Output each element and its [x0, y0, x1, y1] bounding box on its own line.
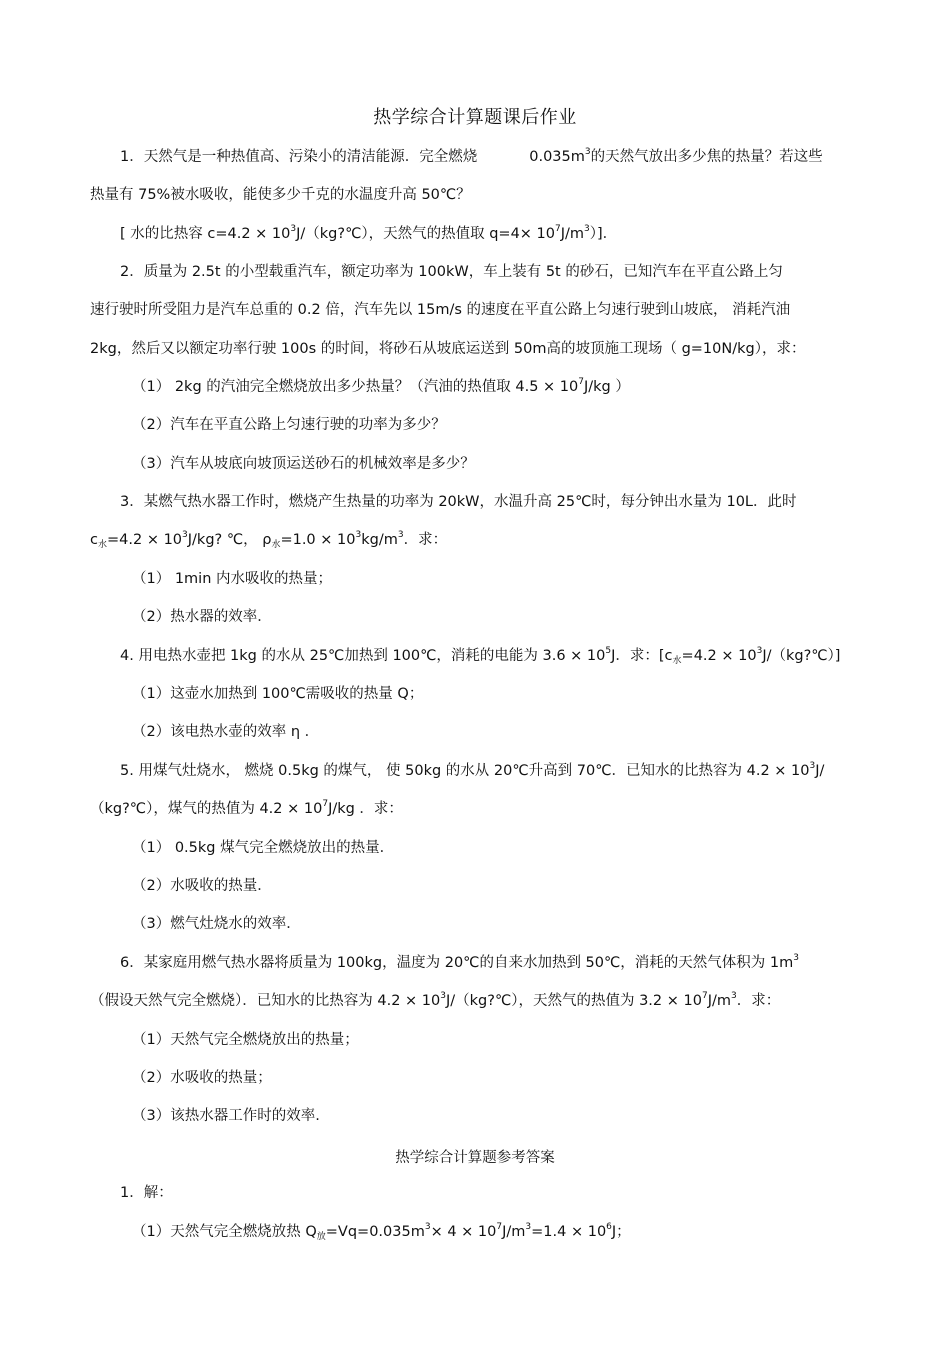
- q5-line-1: 5. 用煤气灶烧水， 燃烧 0.5kg 的煤气， 使 50kg 的水从 20℃升高到 70℃．已知水的比热容为 $4.2 \times 10^3J/$: [120, 761, 825, 779]
- q6-sub-3: （3）该热水器工作时的效率.: [132, 1108, 320, 1124]
- q1-line-2: 热量有 75%被水吸收，能使多少千克的水温度升高 50℃？: [90, 187, 471, 203]
- q5-sub-3: （3）燃气灶烧水的效率．: [132, 916, 301, 932]
- q4-sub-1: （1）这壶水加热到 100℃需吸收的热量 Q；: [132, 686, 424, 702]
- q6-line-2: （假设天然气完全燃烧）．已知水的比热容为 $4.2 \times 10^3J/(kg?℃)$，天然气的热值为 $3.2 \times 10^7J/m^3$．求：: [90, 991, 781, 1009]
- q3-line-2: $c_水=4.2 \times 10^3J/kg$? ℃， $\rho_水=1.0 \times 10^3kg/m^3$．求：: [90, 530, 448, 550]
- q3-sub-1: （1） 1min 内水吸收的热量；: [132, 571, 333, 587]
- q5-sub-2: （2）水吸收的热量．: [132, 878, 272, 894]
- answers-title: 热学综合计算题参考答案: [395, 1150, 555, 1166]
- q6-sub-1: （1）天然气完全燃烧放出的热量；: [132, 1032, 359, 1048]
- q1-line-1: 1．天然气是一种热值高、污染小的清洁能源．完全燃烧 $0.035m^3$的天然气放出多少焦的热量？若这些: [120, 147, 823, 165]
- q6-line-1: 6．某家庭用燃气热水器将质量为 100kg，温度为 20℃的自来水加热到 50℃，消耗的天然气体积为 $1m^3$: [120, 953, 799, 971]
- q2-line-2: 速行驶时所受阻力是汽车总重的 0.2 倍，汽车先以 15m/s 的速度在平直公路上匀速行驶到山坡底， 消耗汽油: [90, 302, 791, 318]
- q6-sub-2: （2）水吸收的热量；: [132, 1070, 272, 1086]
- q3-line-1: 3．某燃气热水器工作时，燃烧产生热量的功率为 20kW，水温升高 25℃时，每分钟出水量为 10L．此时: [120, 494, 797, 510]
- q4-sub-2: （2）该电热水壶的效率 η ．: [132, 724, 320, 740]
- q2-line-3: 2kg，然后又以额定功率行驶 100s 的时间，将砂石从坡底运送到 50m高的坡顶施工现场（ g=10N/kg），求：: [90, 341, 806, 357]
- q5-line-2: （kg?℃），煤气的热值为 $4.2 \times 10^7J/kg$ ．求：: [90, 799, 403, 817]
- q2-line-1: 2．质量为 2.5t 的小型载重汽车，额定功率为 100kW，车上装有 5t 的砂石，已知汽车在平直公路上匀: [120, 264, 783, 280]
- q3-sub-2: （2）热水器的效率．: [132, 609, 272, 625]
- answer-1-heading: 1．解：: [120, 1185, 173, 1201]
- q5-sub-1: （1） 0.5kg 煤气完全燃烧放出的热量．: [132, 840, 395, 856]
- answer-1-step-1: （1）天然气完全燃烧放热 $Q_放=Vq=0.035m^3\times 4 \times 10^7J/m^3=1.4 \times 10^6J$；: [132, 1222, 631, 1242]
- q2-sub-3: （3）汽车从坡底向坡顶运送砂石的机械效率是多少？: [132, 456, 475, 472]
- q2-sub-1: （1） 2kg 的汽油完全燃烧放出多少热量？（汽油的热值取 $4.5 \times 10^7J/kg$ ）: [132, 377, 630, 395]
- q2-sub-2: （2）汽车在平直公路上匀速行驶的功率为多少？: [132, 417, 446, 433]
- q1-line-3: [ 水的比热容 $c=4.2 \times 10^3J/(kg?℃)$，天然气的热值取 $q=4\times 10^7J/m^3$）]．: [120, 224, 618, 242]
- page-title: 热学综合计算题课后作业: [373, 107, 577, 128]
- q4-line-1: 4. 用电热水壶把 1kg 的水从 25℃加热到 100℃，消耗的电能为 $3.6 \times 10^5J$．求：[$c_水=4.2$ × $10^3J/(kg?℃)$]: [120, 646, 841, 666]
